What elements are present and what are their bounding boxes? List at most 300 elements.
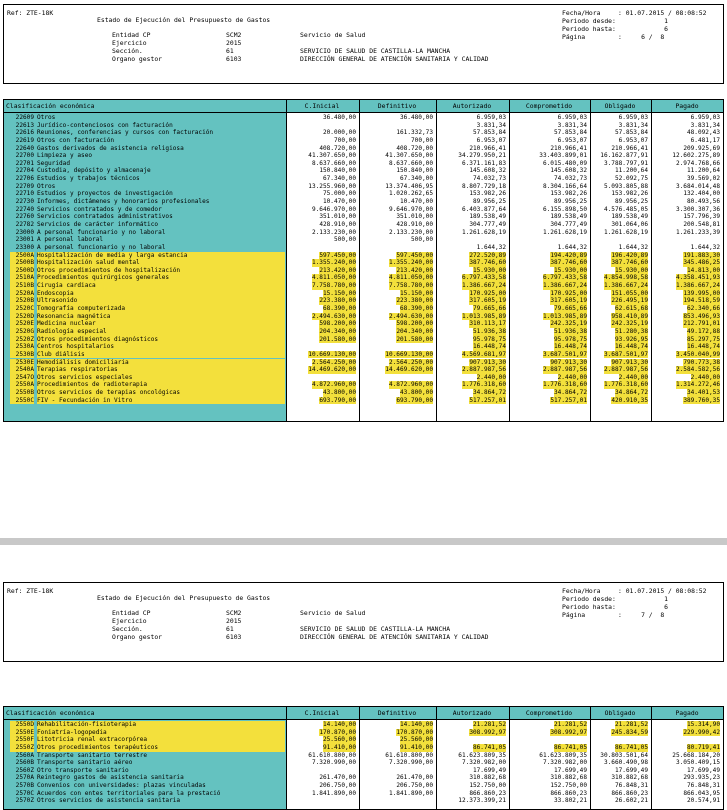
row-description: Foniatría-logopedia — [37, 729, 285, 737]
row-definitivo: 204.340,00 — [396, 327, 433, 335]
row-inicial: 13.255.960,00 — [308, 182, 356, 190]
table-row — [4, 145, 723, 153]
row-inicial: 150.840,00 — [319, 167, 356, 175]
row-definitivo: 161.332,73 — [396, 129, 433, 137]
row-autorizado: 1.013.985,89 — [461, 312, 506, 320]
row-obligado: 21.281,52 — [614, 721, 648, 728]
row-comprometido: 3.831,34 — [557, 121, 587, 129]
row-comprometido: 308.992,97 — [550, 728, 587, 736]
organo-label: Organo gestor — [112, 55, 163, 63]
row-obligado: 52.092,75 — [614, 175, 648, 183]
row-pagado: 39.569,02 — [686, 175, 720, 183]
row-obligado: 189.538,49 — [611, 213, 648, 221]
row-pagado: 1.386.667,24 — [675, 282, 720, 290]
row-obligado: 3.831,34 — [618, 121, 648, 129]
row-comprometido: 517.257,01 — [550, 396, 587, 404]
row-pagado: 3.831,34 — [690, 121, 720, 129]
row-obligado: 93.926,95 — [614, 335, 648, 343]
row-pagado: 12.602.275,89 — [672, 152, 720, 160]
row-code: 2550C — [10, 397, 34, 405]
table-row — [4, 366, 723, 374]
row-pagado: 209.925,69 — [683, 144, 720, 152]
row-autorizado: 17.699,49 — [472, 766, 506, 774]
table-row — [4, 790, 723, 798]
row-comprometido: 1.013.985,89 — [542, 312, 587, 320]
row-inicial: 61.610.800,00 — [308, 751, 356, 759]
row-description: Convenios con universidades: plazas vinculadas — [37, 782, 206, 790]
col-pagado: Pagado — [675, 709, 699, 717]
table-row — [4, 721, 723, 729]
table-row — [4, 152, 723, 160]
table-row — [4, 213, 723, 221]
row-comprometido: 153.982,26 — [550, 190, 587, 198]
row-definitivo: 25.560,00 — [399, 736, 433, 744]
row-code: 22609 — [15, 114, 34, 121]
row-inicial: 597.450,00 — [319, 251, 356, 259]
row-code: 2560A — [15, 751, 34, 759]
report-header — [3, 4, 724, 84]
entidad-code: SCM2 — [226, 609, 242, 617]
row-comprometido: 17.699,49 — [553, 766, 587, 774]
row-autorizado: 21.281,52 — [472, 721, 506, 728]
row-inicial: 213.420,00 — [319, 266, 356, 274]
row-comprometido: 1.386.667,24 — [542, 282, 587, 290]
row-description: Transporte sanitario terrestre — [37, 751, 148, 759]
row-inicial: 43.800,00 — [322, 389, 356, 397]
report-header — [3, 582, 724, 662]
row-autorizado: 79.665,66 — [472, 305, 506, 313]
row-inicial: 1.841.890,00 — [311, 789, 356, 797]
row-code: 2510B — [10, 282, 34, 290]
row-obligado: 5.093.805,88 — [603, 182, 648, 190]
row-obligado: 387.746,60 — [611, 259, 648, 267]
row-comprometido: 1.261.628,19 — [542, 228, 587, 236]
row-inicial: 1.355.240,00 — [311, 259, 356, 267]
row-definitivo: 7.320.990,00 — [388, 759, 433, 767]
seccion-code: 61 — [226, 47, 234, 55]
row-autorizado: 272.520,89 — [469, 251, 506, 259]
row-autorizado: 3.831,34 — [476, 121, 506, 129]
row-obligado: 76.848,31 — [614, 782, 648, 790]
row-definitivo: 67.340,00 — [399, 175, 433, 183]
table-row — [4, 259, 723, 267]
row-pagado: 6.959,03 — [690, 114, 720, 121]
row-definitivo: 693.790,00 — [396, 396, 433, 404]
row-definitivo: 14.140,00 — [399, 721, 433, 728]
row-description: Radiología especial — [37, 328, 285, 336]
ejercicio-label: Ejercicio — [112, 39, 147, 47]
report-title: Estado de Ejecución del Presupuesto de Gastos — [97, 16, 271, 24]
row-definitivo: 14.469.620,00 — [385, 366, 433, 374]
row-pagado: 389.760,35 — [683, 396, 720, 404]
row-pagado: 132.404,00 — [683, 190, 720, 198]
row-autorizado: 387.746,60 — [469, 259, 506, 267]
row-obligado: 1.644,32 — [618, 243, 648, 251]
row-pagado: 15.314,90 — [686, 721, 720, 728]
table-row — [4, 297, 723, 305]
row-code: 2570Z — [15, 797, 34, 805]
row-code: 2550A — [10, 381, 34, 389]
row-description: Centros hospitalarios — [37, 343, 285, 351]
row-autorizado: 7.320.982,00 — [461, 759, 506, 767]
row-pagado: 11.200,64 — [686, 167, 720, 175]
row-definitivo: 10.470,00 — [399, 198, 433, 206]
table-header — [4, 707, 723, 720]
row-obligado: 242.325,19 — [611, 320, 648, 328]
row-pagado: 191.883,30 — [683, 251, 720, 259]
entidad-code: SCM2 — [226, 31, 242, 39]
row-inicial: 223.380,00 — [319, 297, 356, 305]
table-row — [4, 767, 723, 775]
row-description: Tomografía computerizada — [37, 305, 285, 313]
row-autorizado: 210.966,41 — [469, 144, 506, 152]
row-code: 2510A — [10, 274, 34, 282]
row-definitivo: 428.910,00 — [396, 220, 433, 228]
table-row — [4, 397, 723, 405]
row-description: Jurídico-contenciosos con facturación — [37, 121, 173, 129]
row-code: 2520E — [10, 320, 34, 328]
row-pagado: 17.699,49 — [686, 766, 720, 774]
row-comprometido: 170.925,00 — [550, 289, 587, 297]
pagina-value: : 7 / 8 — [618, 611, 665, 619]
row-obligado: 2.440,00 — [618, 373, 648, 381]
row-description: Otros procedimientos de hospitalización — [37, 267, 285, 275]
row-comprometido: 89.956,25 — [553, 198, 587, 206]
row-obligado: 301.064,06 — [611, 220, 648, 228]
row-definitivo: 13.374.406,95 — [385, 182, 433, 190]
row-pagado: 157.796,39 — [683, 213, 720, 221]
row-code: 2500A — [10, 252, 34, 260]
row-inicial: 428.910,00 — [319, 220, 356, 228]
row-definitivo: 8.637.660,00 — [388, 159, 433, 167]
row-description: Medicina nuclear — [37, 320, 285, 328]
row-pagado: 2.974.768,66 — [675, 159, 720, 167]
table-row — [4, 305, 723, 313]
row-inicial: 2.564.250,00 — [311, 358, 356, 366]
seccion-name: SERVICIO DE SALUD DE CASTILLA-LA MANCHA — [300, 47, 451, 55]
row-autorizado: 308.992,97 — [469, 728, 506, 736]
row-comprometido: 194.420,89 — [550, 251, 587, 259]
row-inicial: 10.470,00 — [322, 198, 356, 206]
row-description: Transporte sanitario aéreo — [37, 759, 133, 767]
row-description: Hospitalización salud mental — [37, 259, 285, 267]
row-description: Resonancia magnética — [37, 313, 285, 321]
row-pagado: 194.518,59 — [683, 297, 720, 305]
organo-name: DIRECCIÓN GENERAL DE ATENCIÓN SANITARIA Y CALIDAD — [300, 633, 489, 641]
row-definitivo: 2.564.250,00 — [388, 358, 433, 366]
row-comprometido: 86.741,05 — [553, 743, 587, 751]
row-description: Procedimientos de radioterapia — [37, 381, 285, 389]
report-meta — [112, 31, 489, 63]
row-obligado: 6.959,03 — [618, 114, 648, 121]
row-obligado: 62.615,68 — [614, 305, 648, 313]
row-autorizado: 61.623.809,35 — [458, 751, 506, 759]
row-inicial: 75.000,00 — [322, 190, 356, 198]
row-pagado: 80.719,41 — [686, 743, 720, 751]
seccion-label: Sección. — [112, 625, 143, 633]
row-inicial: 693.790,00 — [319, 396, 356, 404]
row-code: 2530E — [10, 359, 34, 367]
row-comprometido: 387.746,60 — [550, 259, 587, 267]
row-definitivo: 2.133.230,00 — [388, 228, 433, 236]
row-inicial: 2.494.630,00 — [311, 312, 356, 320]
row-pagado: 2.584.582,56 — [675, 366, 720, 374]
row-comprometido: 15.930,00 — [553, 266, 587, 274]
row-pagado: 6.481,17 — [690, 136, 720, 144]
seccion-label: Sección. — [112, 47, 143, 55]
row-pagado: 866.043,95 — [683, 789, 720, 797]
row-obligado: 196.420,89 — [611, 251, 648, 259]
row-definitivo: 213.420,00 — [396, 266, 433, 274]
row-definitivo: 4.872.960,00 — [388, 381, 433, 389]
row-code: 2550D — [10, 721, 34, 729]
row-autorizado: 170.925,00 — [469, 289, 506, 297]
row-definitivo: 1.841.890,00 — [388, 789, 433, 797]
row-pagado: 16.448,74 — [686, 343, 720, 351]
row-comprometido: 6.015.480,09 — [542, 159, 587, 167]
row-comprometido: 1.644,32 — [557, 243, 587, 251]
row-description: Procedimientos quirúrgicos generales — [37, 274, 285, 282]
row-code: 22710 — [15, 190, 34, 198]
col-inicial: C.Inicial — [304, 102, 340, 110]
row-description: Hemodiálisis domiciliaria — [37, 359, 285, 367]
page-separator — [0, 538, 727, 545]
row-description: Ultrasonido — [37, 297, 285, 305]
table-row — [4, 343, 723, 351]
row-autorizado: 51.936,38 — [472, 327, 506, 335]
row-obligado: 1.261.628,19 — [603, 228, 648, 236]
row-description: A personal funcionario y no laboral — [37, 243, 166, 251]
row-pagado: 790.773,38 — [683, 358, 720, 366]
row-comprometido: 61.623.809,35 — [539, 751, 587, 759]
row-inicial: 91.410,00 — [322, 743, 356, 751]
table-row — [4, 744, 723, 752]
row-comprometido: 8.304.166,64 — [542, 182, 587, 190]
row-code: 2520B — [10, 297, 34, 305]
row-description: Otros — [37, 182, 56, 190]
table-row — [4, 389, 723, 397]
row-autorizado: 95.978,75 — [472, 335, 506, 343]
row-comprometido: 6.155.898,50 — [542, 205, 587, 213]
row-definitivo: 201.580,00 — [396, 335, 433, 343]
row-code: 2520D — [10, 313, 34, 321]
row-pagado: 1.644,32 — [690, 243, 720, 251]
row-autorizado: 1.386.667,24 — [461, 282, 506, 290]
row-definitivo: 1.355.240,00 — [388, 259, 433, 267]
row-code: 22640 — [15, 144, 34, 152]
row-obligado: 1.776.318,60 — [603, 381, 648, 389]
row-obligado: 4.854.998,58 — [603, 274, 648, 282]
row-obligado: 153.982,26 — [611, 190, 648, 198]
row-code: 2520A — [10, 290, 34, 298]
row-obligado: 866.860,23 — [611, 789, 648, 797]
row-code: 23300 — [15, 243, 34, 251]
row-autorizado: 74.032,73 — [472, 175, 506, 183]
row-pagado: 3.450.040,99 — [675, 350, 720, 358]
row-definitivo: 597.450,00 — [396, 251, 433, 259]
row-comprometido: 317.605,19 — [550, 297, 587, 305]
row-pagado: 3.300.307,36 — [675, 205, 720, 213]
row-obligado: 1.386.667,24 — [603, 282, 648, 290]
row-comprometido: 907.913,30 — [550, 358, 587, 366]
row-obligado: 245.834,59 — [611, 728, 648, 736]
hasta-label: Periodo hasta: — [562, 25, 616, 33]
table-row — [4, 167, 723, 175]
row-description: Informes, dictámenes y honorarios profesionales — [37, 198, 210, 206]
row-autorizado: 1.261.628,19 — [461, 228, 506, 236]
report-page-7 — [0, 578, 727, 805]
row-code: 22730 — [15, 198, 34, 206]
table-row — [4, 336, 723, 344]
row-autorizado: 1.644,32 — [476, 243, 506, 251]
row-code: 22740 — [15, 205, 34, 213]
row-autorizado: 152.750,00 — [469, 782, 506, 790]
row-inicial: 170.870,00 — [319, 728, 356, 736]
row-comprometido: 242.325,19 — [550, 320, 587, 328]
col-autorizado: Autorizado — [452, 709, 492, 717]
row-description: Servicios contratados y de comedor — [37, 205, 162, 213]
row-comprometido: 189.538,49 — [550, 213, 587, 221]
row-obligado: 907.913,30 — [611, 358, 648, 366]
desde-value: 1 — [664, 595, 669, 603]
table-row — [4, 244, 723, 252]
table-row — [4, 129, 723, 137]
row-inicial: 7.758.780,00 — [311, 282, 356, 290]
table-row — [4, 328, 723, 336]
row-comprometido: 2.887.987,56 — [542, 366, 587, 374]
row-description: Rehabilitación-fisioterapia — [37, 721, 285, 729]
row-comprometido: 3.687.501,97 — [542, 350, 587, 358]
table-row — [4, 320, 723, 328]
table-row — [4, 137, 723, 145]
row-description: Otros — [37, 114, 56, 121]
row-obligado: 151.055,00 — [611, 289, 648, 297]
row-inicial: 598.200,00 — [319, 320, 356, 328]
budget-table — [3, 706, 724, 810]
row-comprometido: 210.966,41 — [550, 144, 587, 152]
row-obligado: 89.956,25 — [614, 198, 648, 206]
pagina-value: : 6 / 8 — [618, 33, 665, 41]
row-obligado: 17.699,49 — [614, 766, 648, 774]
row-autorizado: 6.371.161,83 — [461, 159, 506, 167]
desde-label: Periodo desde: — [562, 17, 616, 25]
row-inicial: 206.750,00 — [319, 782, 356, 790]
row-code: 22619 — [15, 136, 34, 144]
row-definitivo: 9.646.970,00 — [388, 205, 433, 213]
table-body — [4, 721, 723, 805]
hasta-value: 6 — [664, 25, 669, 33]
row-pagado: 200.548,81 — [683, 220, 720, 228]
row-comprometido: 152.750,00 — [550, 782, 587, 790]
row-obligado: 86.741,05 — [614, 743, 648, 751]
row-description: Limpieza y aseo — [37, 152, 93, 160]
row-pagado: 212.791,01 — [683, 320, 720, 328]
col-definitivo: Definitivo — [377, 102, 417, 110]
row-definitivo: 170.870,00 — [396, 728, 433, 736]
row-pagado: 1.261.233,39 — [675, 228, 720, 236]
ejercicio-value: 2015 — [226, 39, 242, 47]
table-row — [4, 374, 723, 382]
row-description: Seguridad — [37, 159, 71, 167]
table-row — [4, 206, 723, 214]
row-obligado: 15.930,00 — [614, 266, 648, 274]
row-autorizado: 6.403.877,64 — [461, 205, 506, 213]
row-code: 2550B — [10, 389, 34, 397]
row-inicial: 9.646.970,00 — [311, 205, 356, 213]
seccion-name: SERVICIO DE SALUD DE CASTILLA-LA MANCHA — [300, 625, 451, 633]
row-pagado: 20.574,91 — [686, 797, 720, 805]
row-comprometido: 34.864,72 — [553, 389, 587, 397]
row-pagado: 3.684.014,48 — [675, 182, 720, 190]
row-autorizado: 89.956,25 — [472, 198, 506, 206]
table-row — [4, 736, 723, 744]
row-description: Servicios contratados administrativos — [37, 213, 173, 221]
row-obligado: 3.788.797,91 — [603, 159, 648, 167]
row-inicial: 261.470,00 — [319, 774, 356, 782]
row-autorizado: 8.807.729,18 — [461, 182, 506, 190]
table-row — [4, 236, 723, 244]
row-obligado: 3.687.501,97 — [603, 350, 648, 358]
row-obligado: 3.660.490,98 — [603, 759, 648, 767]
row-inicial: 408.720,00 — [319, 144, 356, 152]
ejercicio-label: Ejercicio — [112, 617, 147, 625]
row-autorizado: 34.279.950,21 — [458, 152, 506, 160]
row-autorizado: 145.608,32 — [469, 167, 506, 175]
row-code: 22701 — [15, 159, 34, 167]
fecha-value: : 01.07.2015 / 08:08:52 — [618, 587, 707, 595]
row-pagado: 2.440,00 — [690, 373, 720, 381]
row-description: Otros servicios de terapias oncológicas — [37, 389, 285, 397]
row-definitivo: 2.494.630,00 — [388, 312, 433, 320]
organo-code: 6103 — [226, 55, 242, 63]
row-comprometido: 33.802,21 — [553, 797, 587, 805]
table-row — [4, 351, 723, 359]
row-autorizado: 153.982,26 — [469, 190, 506, 198]
row-pagado: 49.172,88 — [686, 327, 720, 335]
row-code: 22704 — [15, 167, 34, 175]
row-definitivo: 36.480,00 — [399, 114, 433, 121]
hasta-label: Periodo hasta: — [562, 603, 616, 611]
table-row — [4, 175, 723, 183]
row-code: 2520G — [10, 328, 34, 336]
table-row — [4, 221, 723, 229]
row-pagado: 229.990,42 — [683, 728, 720, 736]
row-pagado: 14.813,00 — [686, 266, 720, 274]
row-autorizado: 304.777,49 — [469, 220, 506, 228]
row-code: 2560Z — [15, 766, 34, 774]
row-pagado: 25.668.184,20 — [672, 751, 720, 759]
row-comprometido: 2.440,00 — [557, 373, 587, 381]
row-code: 22706 — [15, 175, 34, 183]
row-code: 2550Z — [10, 744, 34, 752]
row-inicial: 41.307.650,00 — [308, 152, 356, 160]
row-code: 2540A — [10, 366, 34, 374]
row-code: 2520C — [10, 305, 34, 313]
row-pagado: 3.050.409,15 — [675, 759, 720, 767]
row-pagado: 48.092,43 — [686, 129, 720, 137]
row-autorizado: 310.882,68 — [469, 774, 506, 782]
row-autorizado: 15.930,00 — [472, 266, 506, 274]
row-description: Servicios de carácter informático — [37, 220, 159, 228]
table-row — [4, 313, 723, 321]
row-pagado: 80.493,56 — [686, 198, 720, 206]
row-pagado: 76.848,31 — [686, 782, 720, 790]
row-code: 23000 — [15, 228, 34, 236]
report-ref: Ref: ZTE-18K — [7, 9, 54, 17]
row-definitivo: 206.750,00 — [396, 782, 433, 790]
pagina-label: Página — [562, 611, 586, 619]
fecha-value: : 01.07.2015 / 08:08:52 — [618, 9, 707, 17]
